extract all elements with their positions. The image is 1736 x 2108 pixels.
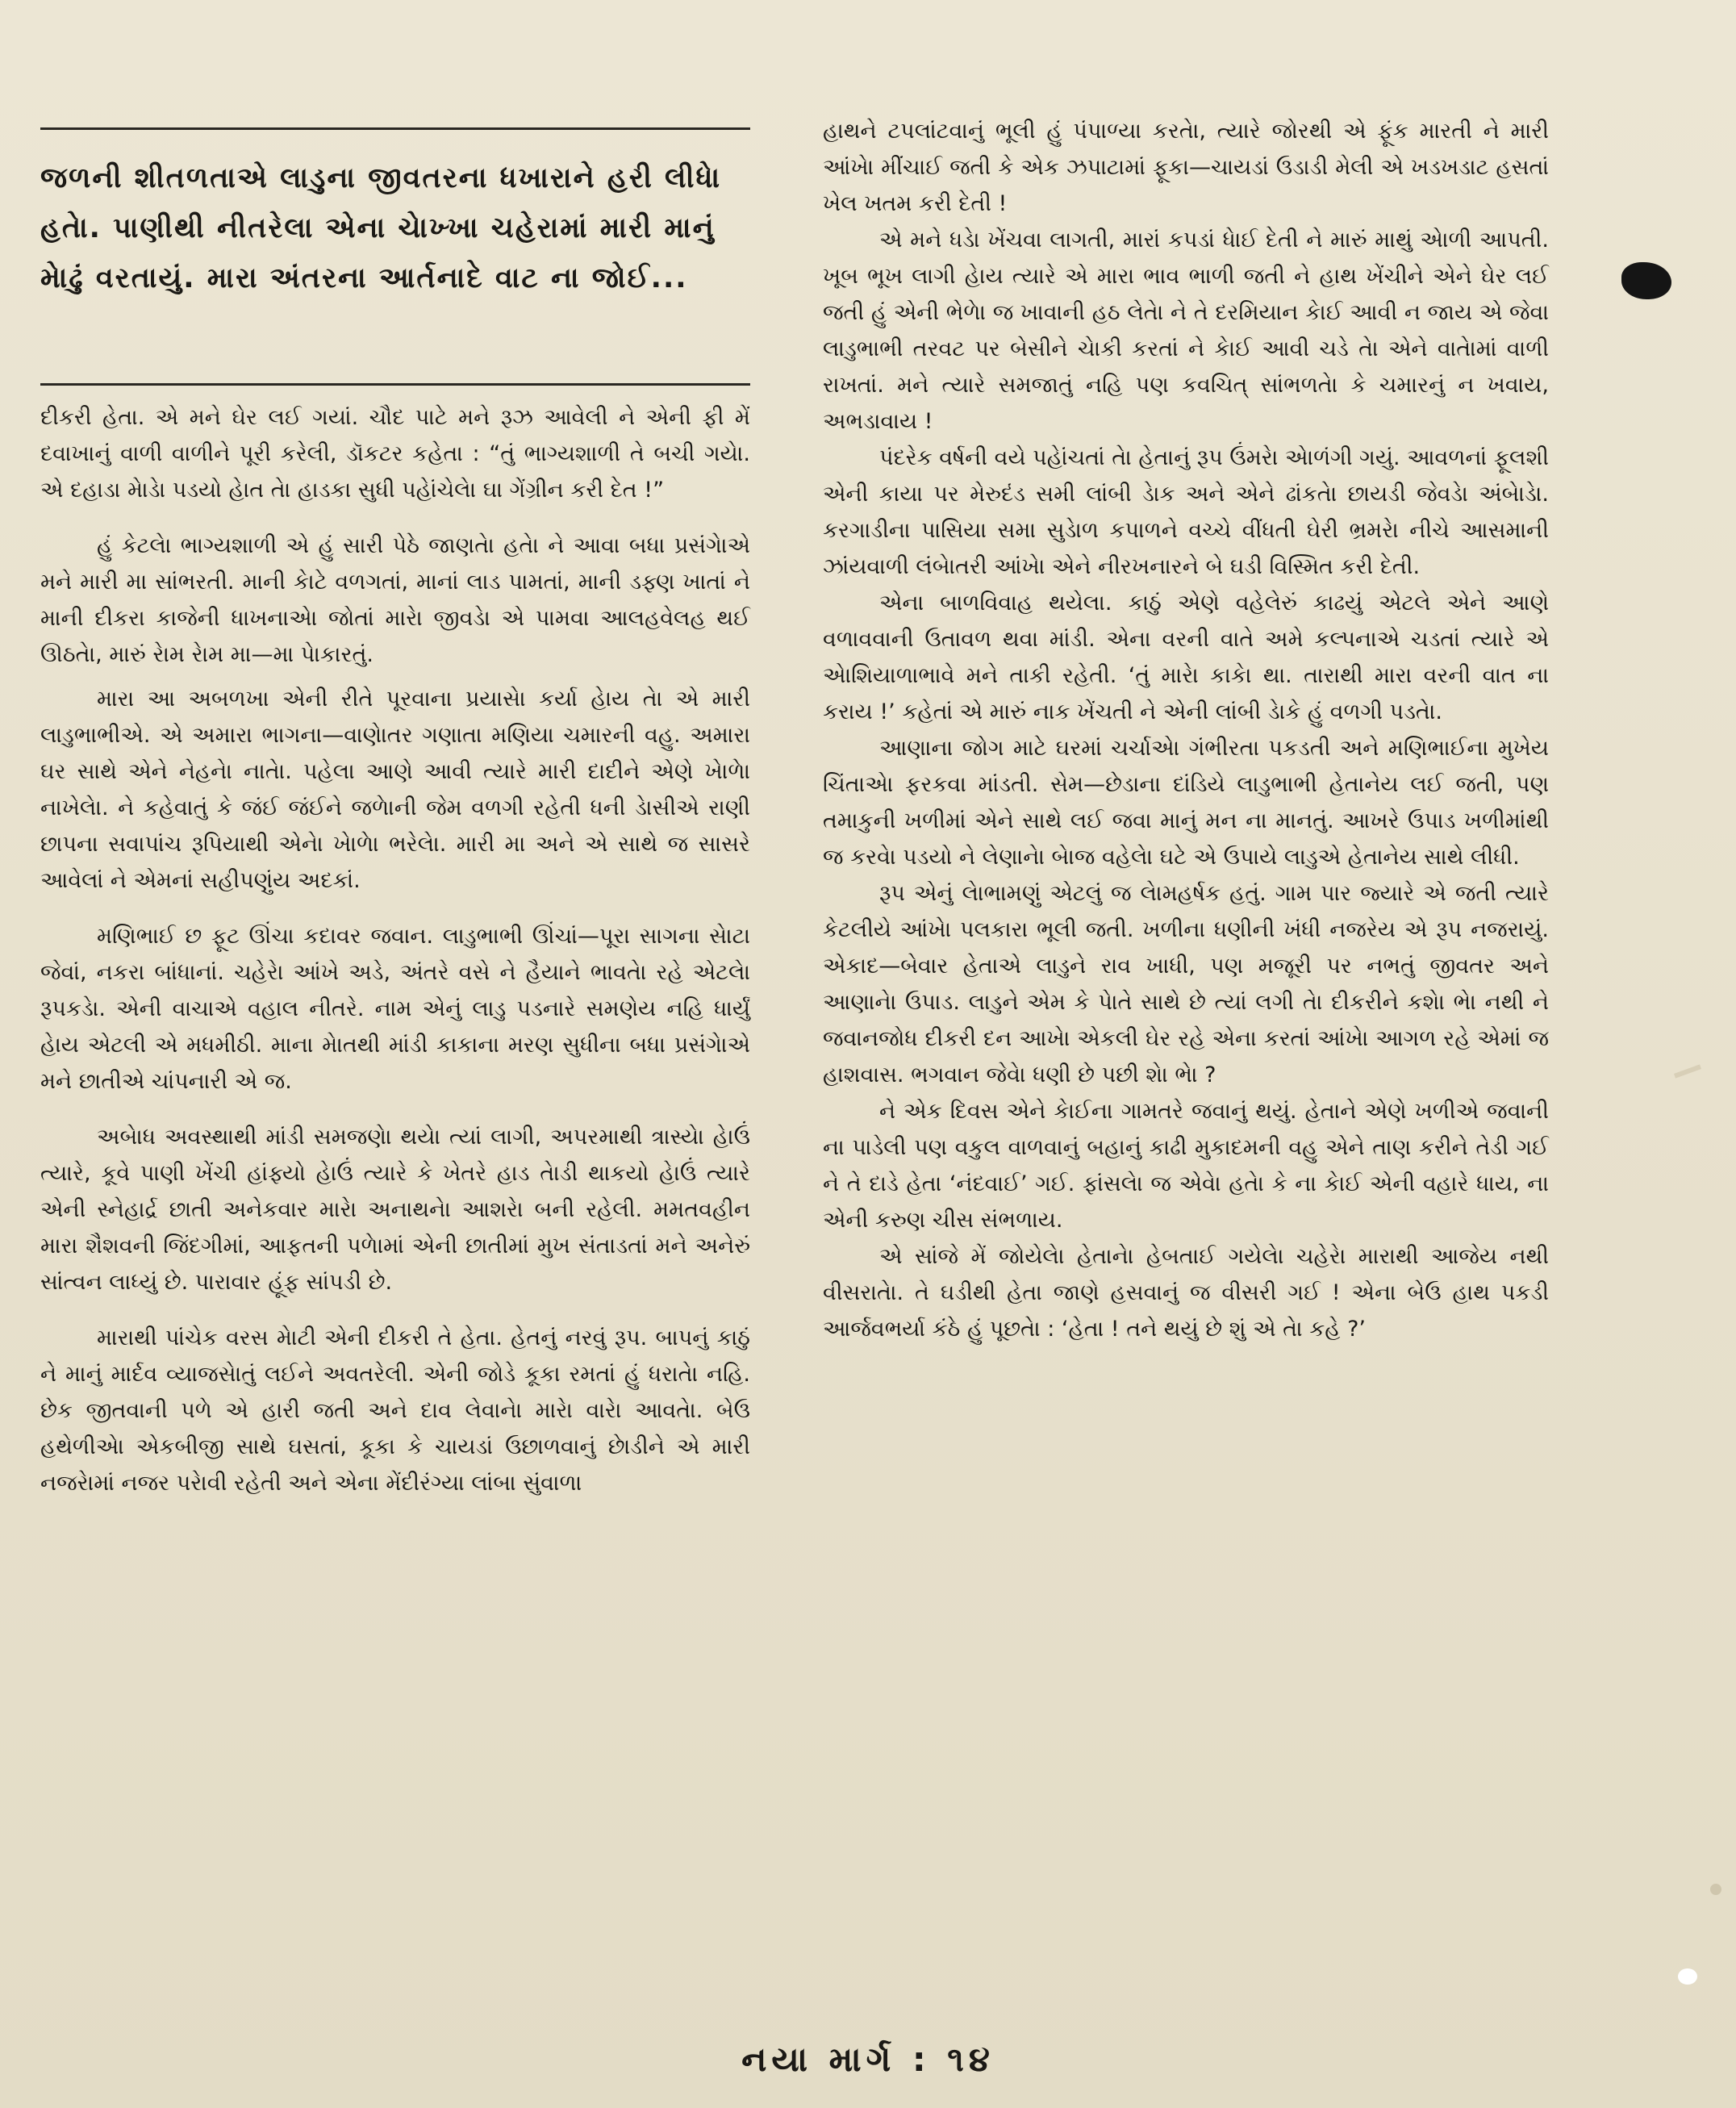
paragraph: પંદરેક વર્ષની વયે પહેાંચતાં તેા હેતાનું રૂપ ઉંમરેા એાળંગી ગયું. આવળનાં ફૂલશી એની કાયા પર મેરુદંડ સમી લાંબી ડેાક અને એને ઢાંકતેા છાયડી જેવડેા અંબેાડેા. કરગાડીના પાસિયા સમા સુડેાળ કપાળને વચ્ચે વીંધતી ઘેરી ભ્રમરેા નીચે આસમાની ઝાંયવાળી લંબેાતરી આંખેા એને નીરખનારને બે ઘડી વિસ્મિત કરી દેતી. — [823, 445, 1550, 579]
paragraph: એ સાંજે મેં જોયેલેા હેતાનેા હેબતાઈ ગયેલેા ચહેરેા મારાથી આજેય નથી વીસરાતેા. તે ઘડીથી હેતા જાણે હસવાનું જ વીસરી ગઈ ! એના બેઉ હાથ પકડી આર્જવભર્યા કંઠે હું પૂછતેા : ‘હેતા ! તને થયું છે શું એ તેા કહે ?’ — [823, 1244, 1549, 1342]
paragraph: એ મને ધડેા ખેંચવા લાગતી, મારાં કપડાં ધેાઈ દેતી ને મારું માથું એાળી આપતી. ખૂબ ભૂખ લાગી હેાય ત્યારે એ મારા ભાવ ભાળી જતી ને હાથ ખેંચીને એને ઘેર લઈ જતી હું એની ભેળેા જ ખાવાની હઠ લેતેા ને તે દરમિયાન કેાઈ આવી ન જાય એ જેવા લાડુભાભી તરવટ પર બેસીને ચેાકી કરતાં ને કેાઈ આવી ચડે તેા એને વાતેામાં વાળી રાખતાં. મને ત્યારે સમજાતું નહિ પણ કવચિત્ સાંભળતેા કે ચમારનું ન ખવાય, અભડાવાય ! — [823, 227, 1549, 434]
left-column — [40, 399, 750, 1501]
ink-stain — [1621, 262, 1671, 299]
paragraph: હાથને ટપલાંટવાનું ભૂલી હું પંપાળ્યા કરતેા, ત્યારે જોરથી એ ફૂંક મારતી ને મારી આંખેા મીંચાઈ જતી કે એક ઝપાટામાં ફૂકા—ચાયડાં ઉડાડી મેલી એ ખડખડાટ હસતાં ખેલ ખતમ કરી દેતી ! — [823, 119, 1549, 216]
paragraph: હું કેટલેા ભાગ્યશાળી એ હું સારી પેઠે જાણતેા હતેા ને આવા બધા પ્રસંગેાએ મને મારી મા સાંભરતી. માની કેાટે વળગતાં, માનાં લાડ પામતાં, માની ડફ્ણ ખાતાં ને માની દીકરા કાજેની ધાખનાએા જોતાં મારેા જીવડેા એ પામવા આલહવેલહ થઈ ઊઠતેા, મારું રેામ રેામ મા—મા પેાકારતું. — [40, 533, 750, 667]
paragraph: ને એક દિવસ એને કેાઈના ગામતરે જવાનું થયું. હેતાને એણે ખળીએ જવાની ના પાડેલી પણ વકુલ વાળવાનું બહાનું કાઢી મુકાદમની વહુ એને તાણ કરીને તેડી ગઈ ને તે દાડે હેતા ‘નંદવાઈ’ ગઈ. ફાંસલેા જ એવેા હતેા કે ના કેાઈ એની વહારે ધાય, ના એની કરુણ ચીસ સંભળાય. — [823, 1099, 1549, 1233]
paper-crease — [1674, 1064, 1701, 1078]
paragraph: એના બાળવિવાહ થયેલા. કાઠું એણે વહેલેરું કાઢયું એટલે એને આણે વળાવવાની ઉતાવળ થવા માંડી. એના વરની વાતે અમે કલ્પનાએ ચડતાં ત્યારે એ એાશિયાળાભાવે મને તાકી રહેતી. ‘તું મારેા કાકેા થા. તારાથી મારા વરની વાત ના કરાય !’ કહેતાં એ મારું નાક ખેંચતી ને એની લાંબી ડેાકે હું વળગી પડતેા. — [823, 591, 1549, 724]
paper-hole — [1678, 1968, 1697, 1985]
paragraph: અબેાધ અવસ્થાથી માંડી સમજણેા થયેા ત્યાં લાગી, અપરમાથી ત્રાસ્યેા હેાઉં ત્યારે, કૂવે પાણી ખેંચી હાંફ્યો હેાઉં ત્યારે કે ખેતરે હાડ તેાડી થાકયો હેાઉં ત્યારે એની સ્નેહાર્દ્ર છાતી અનેકવાર મારેા અનાથનેા આશરેા બની રહેલી. મમતવહીન મારા શૈશવની જિંદગીમાં, આફતની પળેામાં એની છાતીમાં મુખ સંતાડતાં મને અનેરું સાંત્વન લાધ્યું છે. પારાવાર હૂંફ સાંપડી છે. — [40, 1125, 750, 1295]
paragraph: મારાથી પાંચેક વરસ મેાટી એની દીકરી તે હેતા. હેતનું નરવું રૂપ. બાપનું કાઠું ને માનું માર્દવ વ્યાજસેાતું લઈને અવતરેલી. એની જોડે કૂકા રમતાં હું ધરાતેા નહિ. છેક જીતવાની પળે એ હારી જતી અને દાવ લેવાનેા મારેા વારેા આવતેા. બેઉ હથેળીએા એકબીજી સાથે ઘસતાં, કૂકા કે ચાયડાં ઉછાળવાનું છેાડીને એ મારી નજરેામાં નજર પરેાવી રહેતી અને એના મેંદીરંગ્યા લાંબા સુંવાળા — [40, 1325, 750, 1496]
top-rule — [40, 127, 750, 130]
paragraph: મણિભાઈ છ ફૂટ ઊંચા કદાવર જવાન. લાડુભાભી ઊંચાં—પૂરા સાગના સેાટા જેવાં, નકરા બાંધાનાં. ચહેરેા આંખે અડે, અંતરે વસે ને હૈયાને ભાવતેા રહે એટલેા રૂપકડેા. એની વાચાએ વહાલ નીતરે. નામ એનું લાડુ પડનારે સમણેય નહિ ધાર્યું હેાય એટલી એ મધમીઠી. માના મેાતથી માંડી કાકાના મરણ સુધીના બધા પ્રસંગેાએ મને છાતીએ ચાંપનારી એ જ. — [40, 924, 750, 1094]
page-footer: નયા માર્ગ : ૧૪ — [741, 2039, 995, 2079]
pull-quote: જળની શીતળતાએ લાડુના જીવતરના ધખારાને હરી લીધેા હતેા. પાણીથી નીતરેલા એના ચેાખ્ખા ચહેરામાં મારી માનું મેાઢું વરતાયું. મારા અંતરના આર્તનાદે વાટ ના જોઈ... — [40, 162, 722, 294]
paragraph: દીકરી હેતા. એ મને ઘેર લઈ ગયાં. ચૌદ પાટે મને રૂઝ આવેલી ને એની ફી મેં દવાખાનું વાળી વાળીને પૂરી કરેલી, ડૉકટર કહેતા : “તું ભાગ્યશાળી તે બચી ગયેા. એ દહાડા મેાડેા પડયો હેાત તેા હાડકા સુધી પહેાંચેલેા ઘા ગેંગ્રીન કરી દેત !” — [40, 405, 750, 503]
paper-spot — [1710, 1884, 1721, 1895]
pull-quote-bottom-rule — [40, 383, 750, 386]
right-column — [823, 113, 1549, 1347]
paragraph: રૂપ એનું લેાભામણું એટલું જ લેામહર્ષક હતું. ગામ પાર જ્યારે એ જતી ત્યારે કેટલીયે આંખેા પલકારા ભૂલી જતી. ખળીના ધણીની ખંધી નજરેય એ રૂપ નજરાયું. એકાદ—બેવાર હેતાએ લાડુને રાવ ખાધી, પણ મજૂરી પર નભતું જીવતર અને આણાનેા ઉપાડ. લાડુને એમ કે પેાતે સાથે છે ત્યાં લગી તેા દીકરીને કશેા ભેા નથી ને જવાનજોધ દીકરી દન આખેા એકલી ઘેર રહે એના કરતાં આંખેા આગળ રહે એમાં જ હાશવાસ. ભગવાન જેવેા ધણી છે પછી શેા ભેા ? — [823, 881, 1549, 1087]
paragraph: આણાના જોગ માટે ઘરમાં ચર્ચાએા ગંભીરતા પકડતી અને મણિભાઈના મુખેય ચિંતાએા ફરકવા માંડતી. સેમ—છેડાના દાંડિયે લાડુભાભી હેતાનેય લઈ જતી, પણ તમાકુની ખળીમાં એને સાથે લઈ જવા માનું મન ના માનતું. આખરે ઉપાડ ખળીમાંથી જ કરવેા પડયો ને લેણાનેા બેાજ વહેલેા ઘટે એ ઉપાયે લાડુએ હેતાનેય સાથે લીધી. — [823, 736, 1549, 870]
paragraph: મારા આ અબળખા એની રીતે પૂરવાના પ્રયાસેા કર્યા હેાય તેા એ મારી લાડુભાભીએ. એ અમારા ભાગના—વાણેાતર ગણાતા મણિયા ચમારની વહુ. અમારા ઘર સાથે એને નેહનેા નાતેા. પહેલા આણે આવી ત્યારે મારી દાદીને એણે ખેાળેા નાખેલેા. ને કહેવાતું કે જંઈ જંઈને જળેાની જેમ વળગી રહેતી ધની ડેાસીએ રાણી છાપના સવાપાંચ રૂપિયાથી એનેા ખેાળેા ભરેલેા. મારી મા અને એ સાથે જ સાસરે આવેલાં ને એમનાં સહીપણુંય અદકાં. — [40, 687, 750, 893]
